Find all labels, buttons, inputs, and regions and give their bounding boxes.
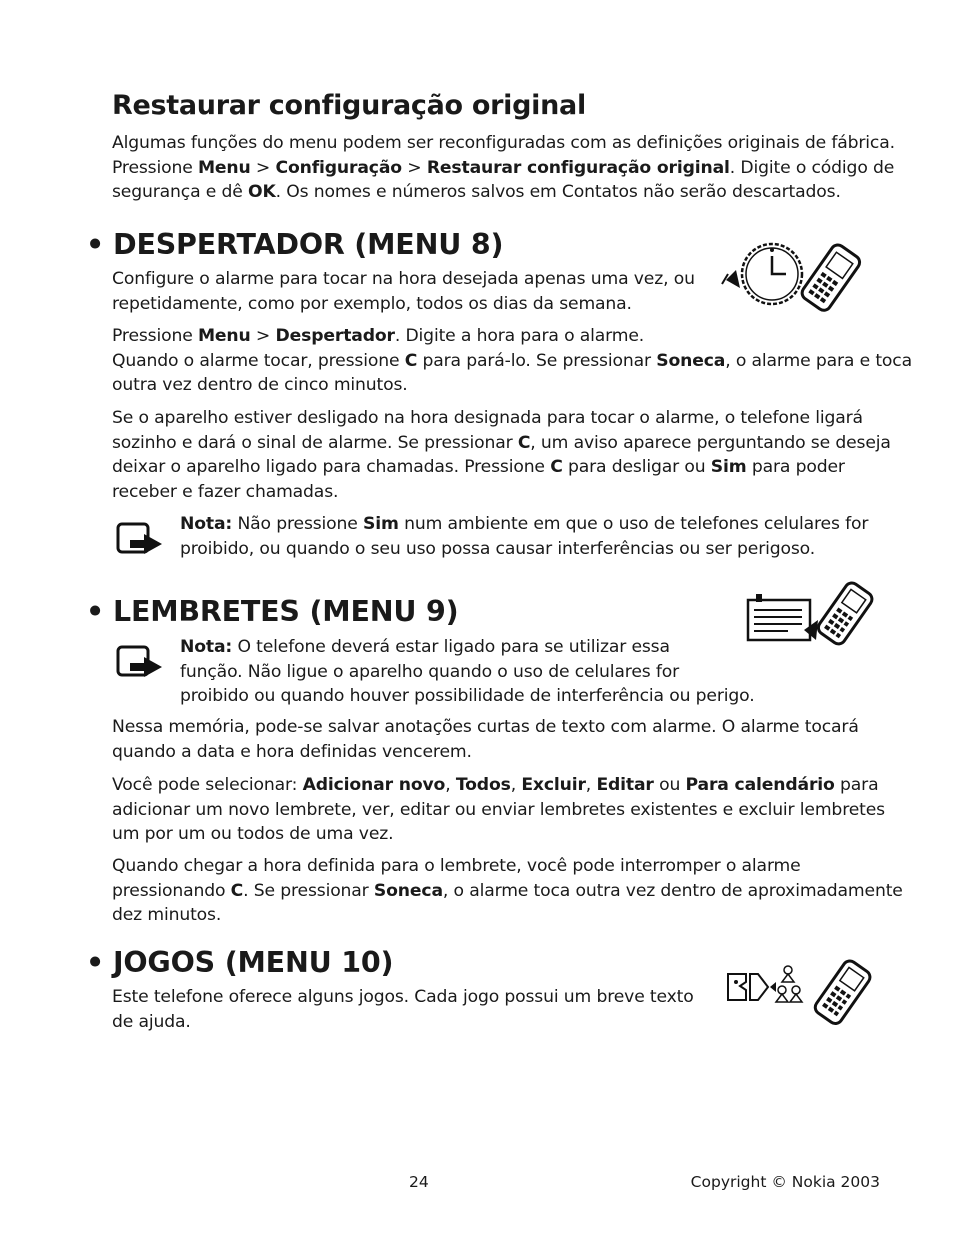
alarm-note: Nota: Não pressione Sim num ambiente em que o uso de telefones celulares for proibido, ou quando o seu uso possa causar interferências ou ser perigoso. <box>180 514 869 559</box>
alarm-clock-phone-icon <box>720 240 860 316</box>
restore-heading: Restaurar configuração original <box>112 90 586 121</box>
games-paragraph: Este telefone oferece alguns jogos. Cada jogo possui um breve texto de ajuda. <box>112 987 694 1032</box>
alarm-heading: • DESPERTADOR (MENU 8) <box>86 228 504 261</box>
reminders-paragraph-3: Quando chegar a hora definida para o lembrete, você pode interromper o alarme pressionando C. Se pressionar Soneca, o alarme toca outra vez dentro de aproximadamente dez minutos. <box>112 856 903 925</box>
reminders-paragraph-1: Nessa memória, pode-se salvar anotações curtas de texto com alarme. O alarme tocará quando a data e hora definidas vencerem. <box>112 717 859 762</box>
alarm-paragraph-3: Se o aparelho estiver desligado na hora designada para tocar o alarme, o telefone ligará sozinho e dará o sinal de alarme. Se pressionar C, um aviso aparece perguntando se deseja deixar o aparelho ligado para chamadas. Pressione C para desligar ou Sim para poder receber e fazer chamadas. <box>112 408 891 502</box>
note-phone-icon <box>746 584 871 650</box>
note-hand-icon <box>116 520 166 556</box>
note-hand-icon <box>116 643 166 679</box>
reminders-paragraph-2: Você pode selecionar: Adicionar novo, Todos, Excluir, Editar ou Para calendário para adicionar um novo lembrete, ver, editar ou enviar lembretes existentes e excluir lembretes um por um ou todos de uma vez. <box>112 775 885 844</box>
page-number: 24 <box>409 1173 429 1191</box>
reminders-heading: • LEMBRETES (MENU 9) <box>86 595 459 628</box>
games-phone-icon <box>724 960 874 1030</box>
restore-paragraph: Algumas funções do menu podem ser reconfiguradas com as definições originais de fábrica. Pressione Menu > Configuração > Restaurar configuração original. Digite o código de segurança e dê OK. Os nomes e números salvos em Contatos não serão descartados. <box>112 133 895 202</box>
copyright: Copyright © Nokia 2003 <box>690 1173 880 1191</box>
games-heading: • JOGOS (MENU 10) <box>86 946 394 979</box>
alarm-paragraph-2: Pressione Menu > Despertador. Digite a hora para o alarme. Quando o alarme tocar, pressione C para pará-lo. Se pressionar Soneca, o alarme para e toca outra vez dentro de cinco minutos. <box>112 326 912 395</box>
reminders-note: Nota: O telefone deverá estar ligado para se utilizar essa função. Não ligue o aparelho quando o uso de celulares for proibido ou quando houver possibilidade de interferência ou perigo. <box>180 637 755 706</box>
alarm-paragraph-1: Configure o alarme para tocar na hora desejada apenas uma vez, ou repetidamente, como por exemplo, todos os dias da semana. <box>112 269 695 314</box>
